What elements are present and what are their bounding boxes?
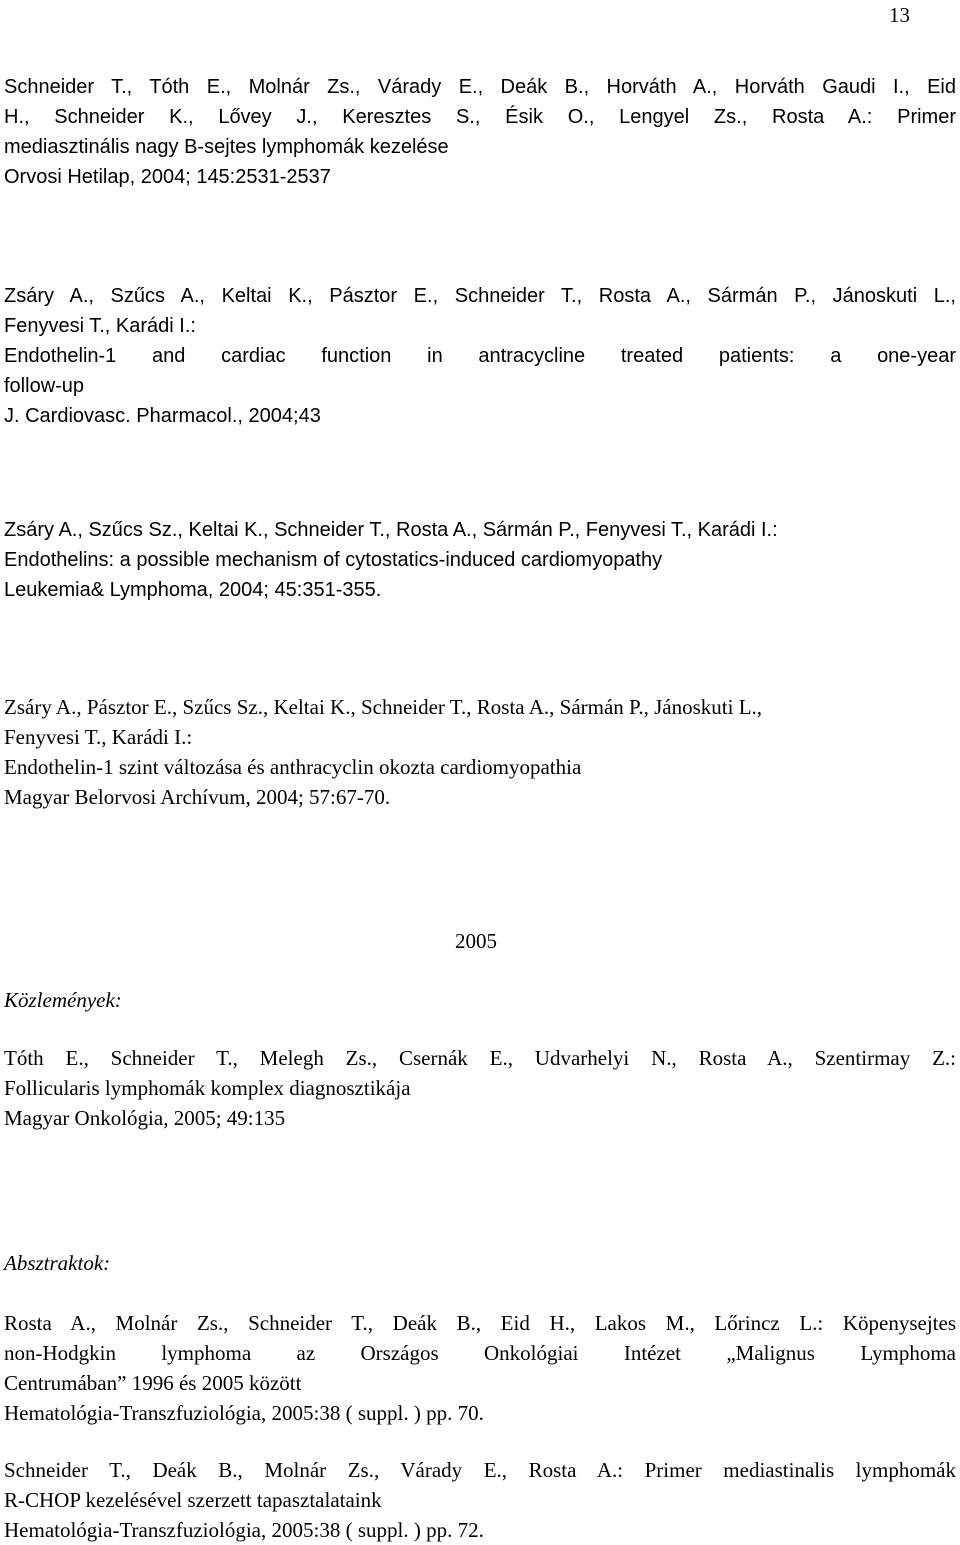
reference-title: follow-up <box>4 375 85 397</box>
abstract-line: non-Hodgkin lymphoma az Országos Onkológiai Intézet „Malignus Lymphoma <box>4 1341 956 1365</box>
abstract-line: Schneider T., Deák B., Molnár Zs., Várady E., Rosta A.: Primer mediastinalis lymphomák <box>4 1458 956 1482</box>
abstract-line: R-CHOP kezelésével szerzett tapasztalataink <box>4 1488 382 1512</box>
reference-authors: Zsáry A., Szűcs A., Keltai K., Pásztor E., Schneider T., Rosta A., Sármán P., Jánoskuti L., <box>4 285 956 307</box>
reference-journal: Leukemia& Lymphoma, 2004; 45:351-355. <box>4 579 382 601</box>
reference-entry <box>4 515 956 605</box>
reference-journal: Magyar Belorvosi Archívum, 2004; 57:67-70. <box>4 785 391 809</box>
reference-authors: H., Schneider K., Lővey J., Keresztes S., Ésik O., Lengyel Zs., Rosta A.: Primer <box>4 106 956 128</box>
year-heading: 2005 <box>455 929 497 953</box>
reference-authors: Zsáry A., Szűcs Sz., Keltai K., Schneider T., Rosta A., Sármán P., Fenyvesi T., Karádi I.: <box>4 519 778 541</box>
abstract-journal: Hematológia-Transzfuziológia, 2005:38 ( suppl. ) pp. 70. <box>4 1401 484 1425</box>
abstract-line: Centrumában” 1996 és 2005 között <box>4 1371 302 1395</box>
reference-journal: Magyar Onkológia, 2005; 49:135 <box>4 1106 286 1130</box>
reference-journal: Orvosi Hetilap, 2004; 145:2531-2537 <box>4 166 331 188</box>
reference-authors: Zsáry A., Pásztor E., Szűcs Sz., Keltai K., Schneider T., Rosta A., Sármán P., Jánoskuti L., <box>4 695 763 719</box>
abstract-entry <box>4 1455 956 1545</box>
reference-title: Endothelin-1 szint változása és anthracyclin okozta cardiomyopathia <box>4 755 582 779</box>
reference-entry <box>4 281 956 431</box>
reference-entry <box>4 692 956 812</box>
reference-journal: J. Cardiovasc. Pharmacol., 2004;43 <box>4 405 321 427</box>
reference-title: Endothelin-1 and cardiac function in antracycline treated patients: a one-year <box>4 345 956 367</box>
reference-title: Endothelins: a possible mechanism of cytostatics-induced cardiomyopathy <box>4 549 663 571</box>
reference-authors: Schneider T., Tóth E., Molnár Zs., Várady E., Deák B., Horváth A., Horváth Gaudi I., Eid <box>4 76 956 98</box>
reference-title: mediasztinális nagy B-sejtes lymphomák kezelése <box>4 136 449 158</box>
section-label-absztraktok: Absztraktok: <box>4 1251 111 1275</box>
reference-authors: Fenyvesi T., Karádi I.: <box>4 315 196 337</box>
reference-authors: Tóth E., Schneider T., Melegh Zs., Csernák E., Udvarhelyi N., Rosta A., Szentirmay Z.: <box>4 1046 956 1070</box>
abstract-journal: Hematológia-Transzfuziológia, 2005:38 ( suppl. ) pp. 72. <box>4 1518 484 1542</box>
section-label-kozlemenyek: Közlemények: <box>4 988 122 1012</box>
reference-title: Follicularis lymphomák komplex diagnosztikája <box>4 1076 411 1100</box>
abstract-line: Rosta A., Molnár Zs., Schneider T., Deák B., Eid H., Lakos M., Lőrincz L.: Köpenysejtes <box>4 1311 956 1335</box>
page-number: 13 <box>889 3 910 27</box>
reference-authors: Fenyvesi T., Karádi I.: <box>4 725 193 749</box>
reference-entry <box>4 72 956 192</box>
reference-entry <box>4 1043 956 1133</box>
abstract-entry <box>4 1308 956 1428</box>
